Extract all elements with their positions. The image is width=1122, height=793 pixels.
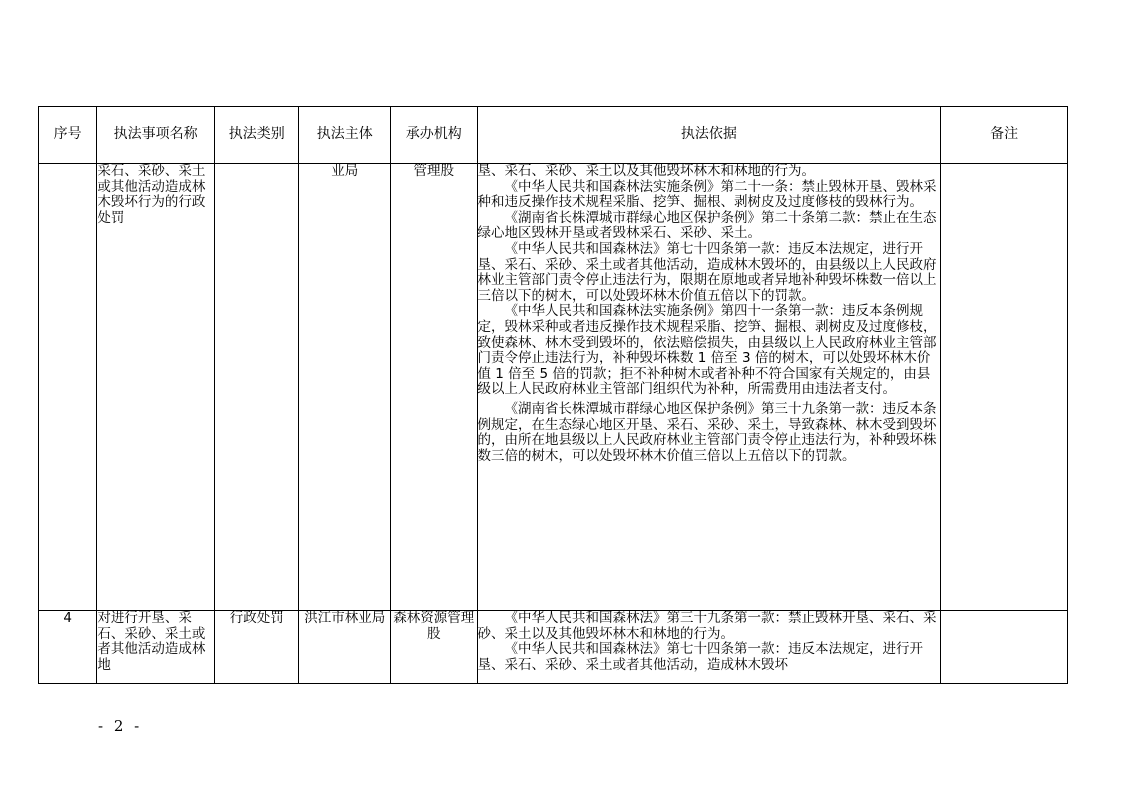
basis-paragraph: 《湖南省长株潭城市群绿心地区保护条例》第三十九条第一款：违反本条例规定，在生态绿心地区开垦、采石、采砂、采土，导致森林、林木受到毁坏的，由所在地县级以上人民政府林业主管部门责令停止违法行为，补种毁坏株数三倍的树木，可以处毁坏林木价值三倍以上五倍以下的罚款。	[477, 400, 937, 464]
table-row	[39, 611, 1068, 684]
header-office: 承办机构	[391, 107, 478, 164]
header-subject: 执法主体	[299, 107, 391, 164]
cell-remark	[941, 611, 1068, 684]
cell-item-name: 采石、采砂、采土或其他活动造成林木毁坏行为的行政处罚	[97, 164, 215, 611]
cell-category: 行政处罚	[215, 611, 299, 684]
cell-basis	[477, 164, 941, 611]
basis-paragraph: 垦、采石、采砂、采土以及其他毁坏林木和林地的行为。	[477, 163, 816, 179]
basis-paragraph: 《中华人民共和国森林法》第三十九条第一款：禁止毁林开垦、采石、采砂、采土以及其他毁坏林木和林地的行为。	[477, 610, 937, 642]
header-basis: 执法依据	[477, 107, 941, 164]
basis-paragraph: 《中华人民共和国森林法》第七十四条第一款：违反本法规定，进行开垦、采石、采砂、采土或者其他活动，造成林木毁坏	[477, 641, 924, 673]
cell-subject: 洪江市林业局	[299, 611, 391, 684]
table-header-row	[39, 107, 1068, 164]
basis-paragraph: 《中华人民共和国森林法实施条例》第四十一条第一款：违反本条例规定，毁林采种或者违反操作技术规程采脂、挖笋、掘根、剥树皮及过度修枝，致使森林、林木受到毁坏的，依法赔偿损失，由县级以上人民政府林业主管部门责令停止违法行为，补种毁坏株数 1 倍至 3 倍的树木，可以处毁坏林木价值 1 倍至 5 倍的罚款；拒不补种树木或者补种不符合国家有关规定的，由县级以上人民政府林业主管部门组织代为补种，所需费用由违法者支付。	[477, 303, 937, 398]
header-item-name: 执法事项名称	[97, 107, 215, 164]
cell-basis	[477, 611, 941, 684]
cell-office: 管理股	[391, 164, 478, 611]
cell-no	[39, 164, 97, 611]
basis-paragraph: 《中华人民共和国森林法实施条例》第二十一条：禁止毁林开垦、毁林采种和违反操作技术规程采脂、挖笋、掘根、剥树皮及过度修枝的毁林行为。	[477, 178, 937, 211]
header-remark: 备注	[941, 107, 1068, 164]
header-category: 执法类别	[215, 107, 299, 164]
enforcement-table	[38, 106, 1068, 684]
basis-paragraph: 《中华人民共和国森林法》第七十四条第一款：违反本法规定，进行开垦、采石、采砂、采土或者其他活动，造成林木毁坏的，由县级以上人民政府林业主管部门责令停止违法行为，限期在原地或者异地补种毁坏株数一倍以上三倍以下的树木，可以处毁坏林木价值五倍以下的罚款。	[477, 240, 937, 304]
cell-remark	[941, 164, 1068, 611]
page-number: - 2 -	[98, 717, 143, 735]
basis-paragraph: 《湖南省长株潭城市群绿心地区保护条例》第二十条第二款：禁止在生态绿心地区毁林开垦或者毁林采石、采砂、采土。	[477, 209, 937, 242]
header-no: 序号	[39, 107, 97, 164]
table-row	[39, 164, 1068, 611]
cell-subject: 业局	[299, 164, 391, 611]
cell-item-name: 对进行开垦、采石、采砂、采土或者其他活动造成林地	[97, 611, 215, 684]
cell-category	[215, 164, 299, 611]
cell-no: 4	[39, 611, 97, 684]
cell-office: 森林资源管理股	[391, 611, 478, 684]
